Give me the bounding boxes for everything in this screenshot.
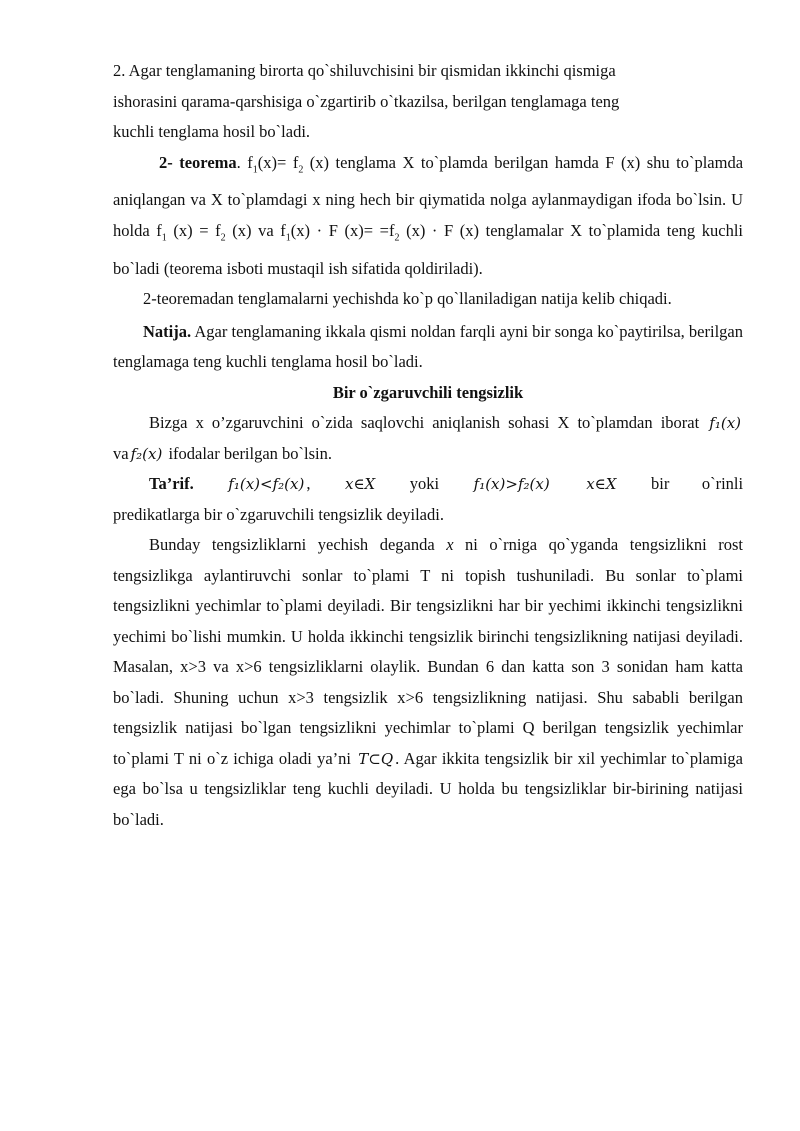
natija-label: Natija. <box>143 321 192 341</box>
paragraph-natija <box>113 317 743 378</box>
setup-text: ifodalar berilgan bo`lsin. <box>164 443 333 463</box>
theorem-text: (x) · F (x) tenglamalar X to`plamida teng kuchli bo`ladi (teorema isboti mustaqil ish sifatida qoldiriladi). <box>113 220 744 278</box>
subscript: 1 <box>285 232 291 244</box>
f1-expression: f₁(x) <box>709 414 742 433</box>
setup-text: Bizga x o’zgaruvchini o`zida saqlovchi aniqlanish sohasi X to`plamdan iborat <box>149 413 700 433</box>
text-line: 2. Agar tenglamaning birorta qo`shiluvchisini bir qismidan ikkinchi qismiga <box>113 61 616 80</box>
section-heading: Bir o`zgaruvchili tengsizlik <box>332 382 524 402</box>
paragraph-setup <box>113 408 743 469</box>
variable-x: x <box>446 535 454 555</box>
theorem-text: (x) = f <box>166 220 221 240</box>
subscript: 2 <box>298 163 304 175</box>
subscript: 1 <box>252 163 258 175</box>
theorem-text: (x) · F (x)= =f <box>290 220 395 240</box>
paragraph-rule-2 <box>113 56 743 148</box>
x-in-X: x∈X <box>586 475 617 494</box>
subscript: 2 <box>220 232 226 244</box>
solving-text: Bunday tengsizliklarni yechish deganda <box>149 535 447 555</box>
theorem-text: (x) va f <box>225 220 286 240</box>
inequality-less: f₁(x)<f₂(x) <box>228 475 305 494</box>
theorem-text: (x)= f <box>257 152 299 172</box>
setup-text: va <box>113 443 129 463</box>
subscript: 2 <box>394 232 400 244</box>
paragraph-definition <box>113 469 743 500</box>
subscript: 1 <box>161 232 167 244</box>
tarif-label: Ta’rif. <box>149 474 194 494</box>
theorem-label: 2- teorema <box>159 152 237 172</box>
inequality-greater: f₁(x)>f₂(x) <box>473 475 550 494</box>
natija-text: Agar tenglamaning ikkala qismi noldan farqli ayni bir songa ko`paytirilsa, berilgan tenglamaga teng kuchli tenglama hosil bo`ladi. <box>113 321 743 372</box>
paragraph-solving <box>113 530 743 835</box>
yoki-text: yoki <box>409 474 440 494</box>
definition-text: bir o`rinli <box>650 474 744 494</box>
x-in-X: x∈X <box>344 475 376 494</box>
solving-text: . Agar ikkita tengsizlik bir xil yechimlar to`plamiga ega bo`lsa u tengsizliklar teng kuchli deyiladi. U holda bu tengsizliklar bir-birining natijasi bo`ladi. <box>113 748 743 829</box>
subset-expression: T⊂Q <box>358 749 394 768</box>
paragraph-definition-cont: predikatlarga bir o`zgaruvchili tengsizlik deyiladi. <box>113 504 444 524</box>
text-line: ishorasini qarama-qarshisiga o`zgartirib o`tkazilsa, berilgan tenglamaga teng <box>113 91 620 111</box>
paragraph-consequence-intro: 2-teoremadan tenglamalarni yechishda ko`p qo`llaniladigan natija kelib chiqadi. <box>143 289 672 309</box>
solving-text: ni o`rniga qo`yganda tengsizlikni rost tengsizlikga aylantiruvchi sonlar to`plami T ni topish tushuniladi. Bu sonlar to`plami tengsizlikni yechimlar to`plami deyiladi. Bir tengsizlikni har bir yechimi ikkinchi tengsizlikni yechimi bo`lishi mumkin. U holda ikkinchi tengsizlik birinchi tengsizlikning natijasi deyiladi. Masalan, x>3 va x>6 tengsizliklarni olaylik. Bundan 6 dan katta son 3 sonidan ham katta bo`ladi. Shuning uchun x>3 tengsizlik x>6 tengsizlikning natijasi. Shu sababli berilgan tengsizlik natijasi bo`lgan tengsizlikni yechimlar to`plami Q berilgan tengsizlik yechimlar to`plami T ni o`z ichiga oladi ya’ni <box>113 535 743 768</box>
document-page <box>113 56 743 835</box>
comma: , <box>306 474 311 494</box>
theorem-text: (x) tenglama X to`plamda berilgan hamda F (x) shu to`plamda aniqlangan va X to`plamdagi x ning hech bir qiymatida nolga aylanmaydigan ifoda bo`lsin. U holda f <box>113 152 744 240</box>
theorem-text: . f <box>236 152 253 172</box>
f2-expression: f₂(x) <box>130 444 163 463</box>
text-line: kuchli tenglama hosil bo`ladi. <box>113 122 311 141</box>
paragraph-theorem-2 <box>113 148 743 285</box>
